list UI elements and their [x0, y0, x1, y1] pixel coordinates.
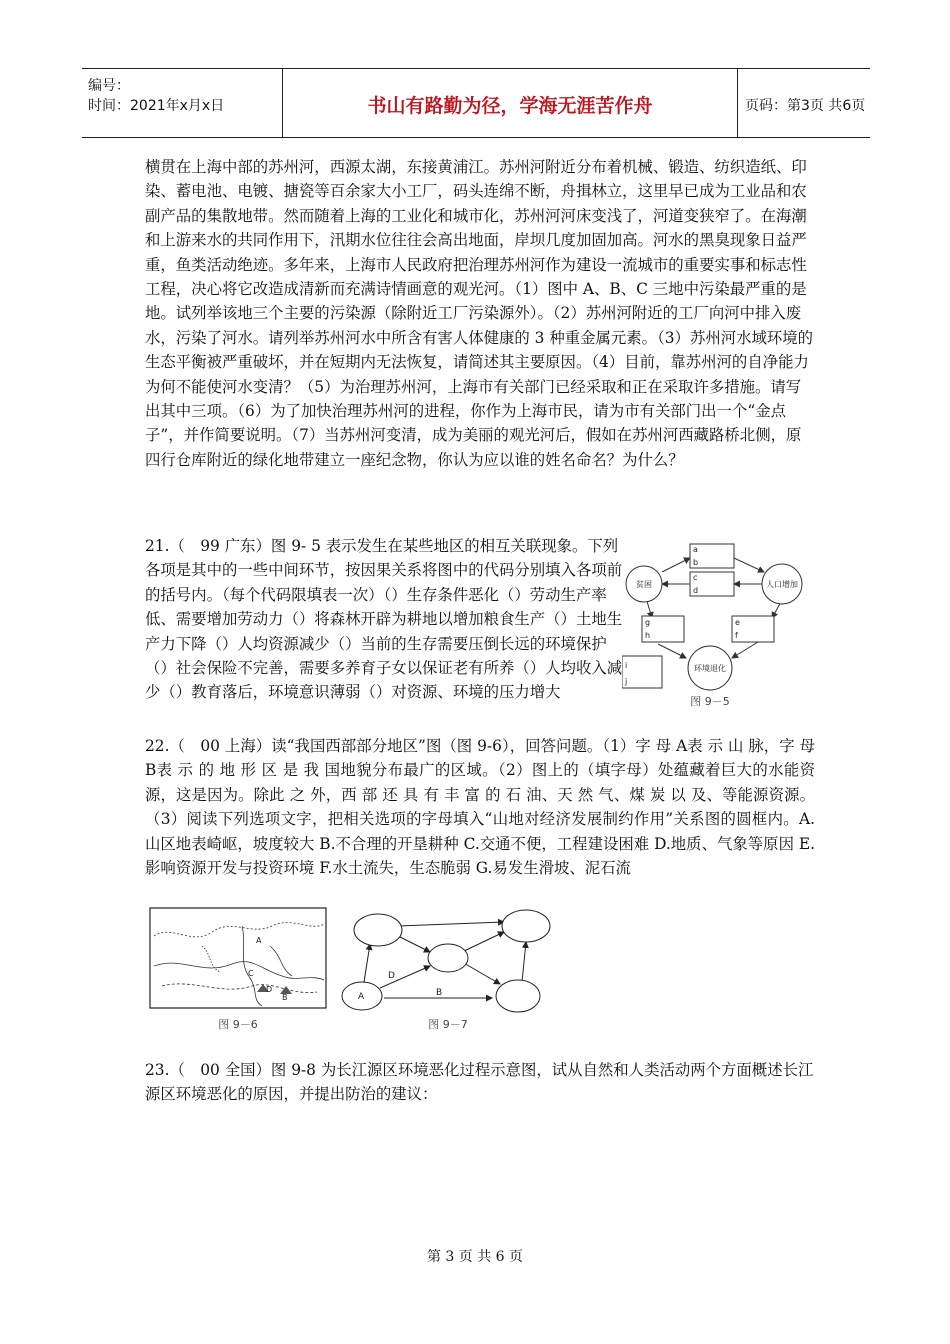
header-meta-cell [82, 69, 282, 137]
fig97-node-bottom-right [496, 980, 540, 1012]
header-page-info: 页码：第3页 共6页 [745, 98, 866, 114]
fig96-label-b: B [282, 993, 288, 1002]
fig95-code-g: g [645, 618, 651, 627]
question-23: 23.（ 00 全国）图 9-8 为长江源区环境恶化过程示意图，试从自然和人类活动两个方面概述长江源区环境恶化的原因，并提出防治的建议： [145, 1061, 814, 1104]
figure-9-6-map [142, 906, 332, 1036]
fig96-label-a: A [256, 936, 262, 945]
header-motto-cell [282, 69, 738, 137]
fig95-node-population-label: 人口增加 [766, 580, 798, 589]
document-date-label: 时间：2021年x月x日 [88, 98, 225, 114]
fig95-code-b: b [693, 558, 699, 567]
suzhou-river-passage: 横贯在上海中部的苏州河，西源太湖，东接黄浦江。苏州河附近分布着机械、锻造、纺织造纸、印染、蓄电池、电镀、搪瓷等百余家大小工厂，码头连绵不断，舟揖林立，这里早已成为工业品和农副产品的集散地带。然而随着上海的工业化和城市化，苏州河河床变浅了，河道变狭窄了。在海潮和上游来水的共同作用下，汛期水位往往会高出地面，岸坝几度加固加高。河水的黑臭现象日益严重，鱼类活动绝迹。多年来，上海市人民政府把治理苏州河作为建设一流城市的重要实事和标志性工程，决心将它改造成清新而充满诗情画意的观光河。（1）图中 A、B、C 三地中污染最严重的是地。试列举该地三个主要的污染源（除附近工厂污染源外）。（2）苏州河附近的工厂向河中排入废水，污染了河水。请列举苏州河水中所含有害人体健康的 3 种重金属元素。（3）苏州河水域环境的生态平衡被严重破坏，并在短期内无法恢复，请简述其主要原因。（4）目前，靠苏州河的自净能力为何不能使河水变清？（5）为治理苏州河，上海市有关部门已经采取和正在采取许多措施。请写出其中三项。（6）为了加快治理苏州河的进程，你作为上海市民，请为市有关部门出一个“金点子”，并作简要说明。（7）当苏州河变清，成为美丽的观光河后，假如在苏州河西藏路桥北侧，原四行仓库附近的绿化地带建立一座纪念物，你认为应以谁的姓名命名？为什么？ [145, 158, 814, 469]
header-page-cell [737, 69, 870, 137]
fig96-label-d: D [266, 985, 273, 994]
fig95-code-h: h [645, 631, 651, 640]
fig95-code-e: e [735, 618, 740, 627]
fig95-code-f: f [735, 631, 738, 640]
fig97-node-center [428, 944, 468, 972]
document-number-label: 编号： [88, 78, 130, 94]
fig95-caption: 图 9－5 [690, 695, 730, 708]
fig97-label-a: A [358, 992, 365, 1002]
fig95-node-environment-label: 环境退化 [694, 664, 726, 673]
fig97-node-top-right [502, 910, 550, 942]
figure-9-7-diagram [340, 906, 552, 1036]
question-21: 21.（ 99 广东）图 9- 5 表示发生在某些地区的相互关联现象。下列各项是其中的一些中间环节，按因果关系将图中的代码分别填入各项前的括号内。（每个代码限填表一次）（）生存条件恶化（）劳动生产率低、需要增加劳动力（）将森林开辟为耕地以增加粮食生产（）土地生产力下降（）人均资源减少（）当前的生存需要压倒长远的环境保护（）社会保险不完善，需要多养育子女以保证老有所养（）人均收入减少（）教育落后，环境意识薄弱（）对资源、环境的压力增大 [145, 537, 623, 702]
header-motto: 书山有路勤为径，学海无涯苦作舟 [367, 95, 653, 117]
fig95-code-d: d [693, 586, 699, 595]
question-22: 22.（ 00 上海）读“我国西部部分地区”图（图 9-6），回答问题。（1）字 母 A表 示 山 脉，字 母 B表 示 的 地 形 区 是 我 国地貌分布最广的区域。（2）图上的（填字母）处蕴藏着巨大的水能资源，这是因为。除此 之 外，西 部 还 具 有 丰 富 的 石 油、天 然 气、煤 炭 以 及、等能源资源。（3）阅读下列选项文字，把相关选项的字母填入“山地对经济发展制约作用”关系图的圆框内。A.山区地表崎岖，坡度较大 B.不合理的开垦耕种 C.交通不便，工程建设困难 D.地质、气象等原因 E.影响资源开发与投资环境 F.水土流失，生态脆弱 G.易发生滑坡、泥石流 [145, 737, 815, 878]
fig97-label-d: D [388, 971, 395, 981]
fig96-caption: 图 9－6 [218, 1018, 258, 1031]
page-footer: 第 3 页 共 6 页 [426, 1249, 524, 1265]
fig95-code-c: c [693, 573, 698, 582]
figure-9-5 [622, 538, 810, 716]
page-header [82, 68, 870, 138]
fig96-label-c: C [248, 969, 254, 978]
fig97-node-top-left [354, 914, 402, 946]
fig95-node-poverty-label: 贫困 [636, 580, 652, 589]
fig97-caption: 图 9－7 [428, 1018, 468, 1031]
fig95-box-ij [622, 656, 662, 688]
fig97-label-b: B [436, 988, 443, 998]
fig95-code-j: j [625, 677, 628, 686]
fig95-code-i: i [625, 661, 628, 670]
fig95-code-a: a [693, 545, 698, 554]
